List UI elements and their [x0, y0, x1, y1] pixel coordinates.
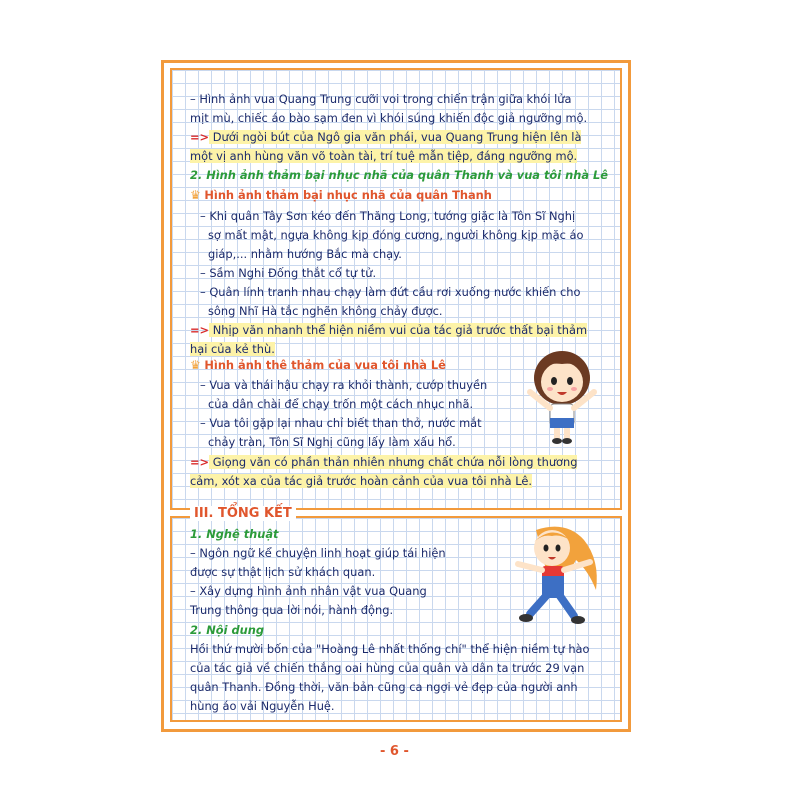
text-line: quân Thanh. Đồng thời, văn bản cũng ca ngợi vẻ đẹp của người anh: [190, 680, 578, 694]
crown-icon: ♛: [190, 188, 201, 202]
arrow-marker: =>: [190, 130, 210, 144]
section-title: III. TỔNG KẾT: [190, 506, 296, 521]
girl-illustration: [516, 348, 608, 444]
text-line: [190, 474, 532, 489]
text-line: giáp,... nhằm hướng Bắc mà chạy.: [208, 247, 402, 261]
highlighted-text: Giọng văn có phần thản nhiên nhưng chất chứa nỗi lòng thương: [209, 455, 578, 469]
subheading: [190, 358, 446, 373]
text-line: – Khi quân Tây Sơn kéo đến Thăng Long, tướng giặc là Tôn Sĩ Nghị: [200, 209, 576, 223]
subheading-label: Hình ảnh thê thảm của vua tôi nhà Lê: [204, 358, 446, 372]
text-line: [190, 149, 577, 164]
text-line: Hồi thứ mười bốn của "Hoàng Lê nhất thống chí" thể hiện niềm tự hào: [190, 642, 590, 656]
text-line: – Quân lính tranh nhau chạy làm đứt cầu rơi xuống nước khiến cho: [200, 285, 581, 299]
highlighted-text: hại của kẻ thù.: [190, 342, 275, 356]
highlighted-text: cảm, xót xa của tác giả trước hoàn cảnh của vua tôi nhà Lê.: [190, 474, 532, 488]
text-line: – Xây dựng hình ảnh nhân vật vua Quang: [190, 584, 427, 598]
arrow-marker: =>: [190, 323, 210, 337]
highlighted-text: một vị anh hùng văn võ toàn tài, trí tuệ mẫn tiệp, đáng ngưỡng mộ.: [190, 149, 578, 163]
arrow-marker: =>: [190, 455, 210, 469]
highlighted-text: Nhịp văn nhanh thể hiện niềm vui của tác giả trước thất bại thảm: [209, 323, 588, 337]
subheading: [190, 188, 492, 203]
text-line: – Vua và thái hậu chạy ra khỏi thành, cướp thuyền: [200, 378, 488, 392]
subheading-label: Hình ảnh thảm bại nhục nhã của quân Thanh: [204, 188, 492, 202]
running-girl-illustration: [496, 520, 608, 630]
section-heading: 2. Nội dung: [190, 623, 264, 637]
text-line: của dân chài để chạy trốn một cách nhục nhã.: [208, 397, 474, 411]
text-line: của tác giả về chiến thắng oai hùng của quân và dân ta trước 29 vạn: [190, 661, 585, 675]
text-line: sợ mất mật, ngựa không kịp đóng cương, người không kịp mặc áo: [208, 228, 584, 242]
text-line: – Sầm Nghi Đống thắt cổ tự tử.: [200, 266, 377, 280]
text-line: sông Nhĩ Hà tắc nghẽn không chảy được.: [208, 304, 443, 318]
text-line: [190, 323, 587, 338]
highlighted-text: Dưới ngòi bút của Ngô gia văn phái, vua Quang Trung hiện lên là: [209, 130, 582, 144]
text-line: hùng áo vải Nguyễn Huệ.: [190, 699, 335, 713]
section-heading: 1. Nghệ thuật: [190, 527, 279, 541]
text-line: – Hình ảnh vua Quang Trung cưỡi voi trong chiến trận giữa khói lửa: [190, 92, 572, 106]
page-number: - 6 -: [380, 744, 409, 759]
text-line: mịt mù, chiếc áo bào sạm đen vì khói súng khiến độc giả ngưỡng mộ.: [190, 111, 588, 125]
text-line: – Vua tôi gặp lại nhau chỉ biết than thở, nước mắt: [200, 416, 482, 430]
text-line: được sự thật lịch sử khách quan.: [190, 565, 376, 579]
section-heading: 2. Hình ảnh thảm bại nhục nhã của quân Thanh và vua tôi nhà Lê: [190, 168, 608, 182]
text-line: Trung thông qua lời nói, hành động.: [190, 603, 394, 617]
text-line: chảy tràn, Tôn Sĩ Nghị cũng lấy làm xấu hổ.: [208, 435, 456, 449]
text-line: [190, 455, 577, 470]
text-line: [190, 342, 275, 357]
crown-icon: ♛: [190, 358, 201, 372]
text-line: – Ngôn ngữ kể chuyện linh hoạt giúp tái hiện: [190, 546, 446, 560]
text-line: [190, 130, 581, 145]
